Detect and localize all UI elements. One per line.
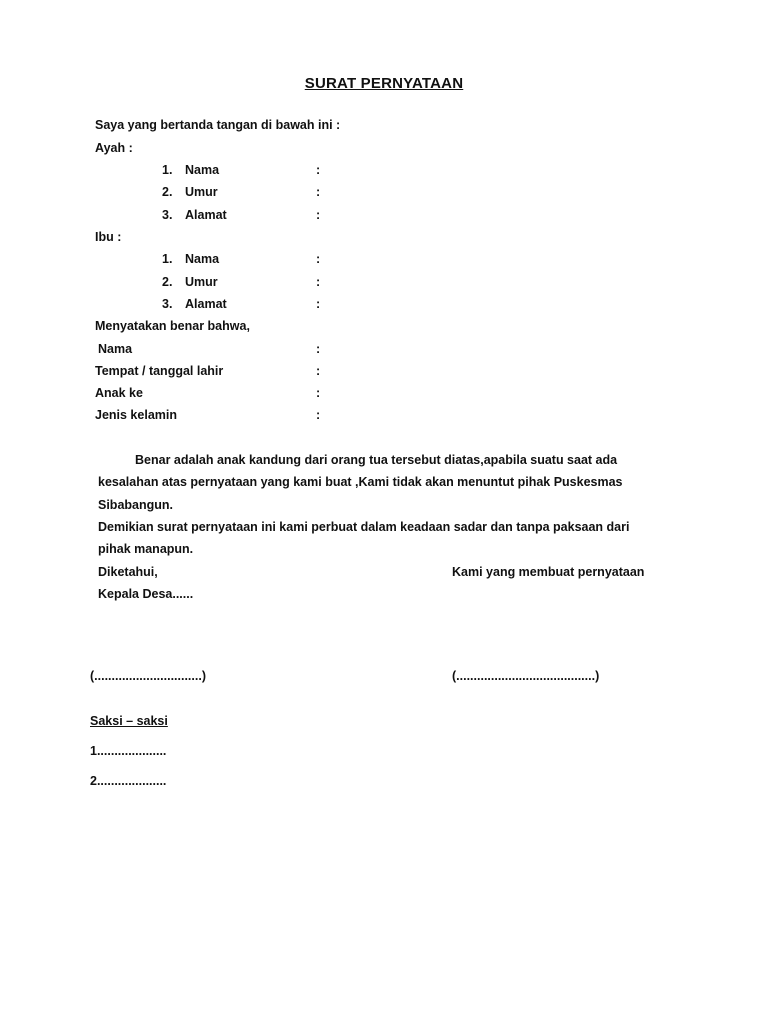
ibu-label-nama: Nama (185, 252, 220, 266)
child-colon-anak-ke: : (316, 386, 321, 400)
sign-right-label: Kami yang membuat pernyataan (452, 565, 645, 579)
child-label-ttl: Tempat / tanggal lahir (95, 364, 224, 378)
body-line-2: kesalahan atas pernyataan yang kami buat ,Kami tidak akan menuntut pihak Puskesmas (98, 475, 623, 489)
ayah-num-2: 2. (162, 185, 173, 199)
ibu-num-2: 2. (162, 275, 173, 289)
ayah-label-nama: Nama (185, 163, 220, 177)
sign-left-label: Diketahui, (98, 565, 158, 579)
ibu-colon-umur: : (316, 275, 321, 289)
ibu-label-alamat: Alamat (185, 297, 227, 311)
child-label-nama: Nama (98, 342, 133, 356)
statement-intro: Menyatakan benar bahwa, (95, 319, 250, 333)
child-label-anak-ke: Anak ke (95, 386, 143, 400)
ayah-label-alamat: Alamat (185, 208, 227, 222)
ayah-num-3: 3. (162, 208, 173, 222)
page-title: SURAT PERNYATAAN (304, 75, 464, 92)
child-colon-jenis-kelamin: : (316, 408, 321, 422)
ayah-label-umur: Umur (185, 185, 218, 199)
ayah-heading: Ayah : (95, 141, 133, 155)
ibu-colon-alamat: : (316, 297, 321, 311)
child-colon-nama: : (316, 342, 321, 356)
ibu-label-umur: Umur (185, 275, 218, 289)
sign-left-line: (...............................) (90, 669, 206, 683)
child-colon-ttl: : (316, 364, 321, 378)
witness-item-1: 1.................... (90, 744, 167, 758)
sign-right-line: (........................................) (452, 669, 600, 683)
ayah-colon-alamat: : (316, 208, 321, 222)
ibu-heading: Ibu : (95, 230, 122, 244)
ibu-colon-nama: : (316, 252, 321, 266)
intro-text: Saya yang bertanda tangan di bawah ini : (95, 118, 341, 132)
ayah-colon-nama: : (316, 163, 321, 177)
body-line-3: Sibabangun. (98, 498, 173, 512)
body-line-1: Benar adalah anak kandung dari orang tua tersebut diatas,apabila suatu saat ada (135, 453, 618, 467)
child-label-jenis-kelamin: Jenis kelamin (95, 408, 177, 422)
ibu-num-1: 1. (162, 252, 173, 266)
body-line-5: pihak manapun. (98, 542, 194, 556)
body-line-4: Demikian surat pernyataan ini kami perbuat dalam keadaan sadar dan tanpa paksaan dari (98, 520, 630, 534)
ayah-colon-umur: : (316, 185, 321, 199)
witness-item-2: 2.................... (90, 774, 167, 788)
ayah-num-1: 1. (162, 163, 173, 177)
witness-heading: Saksi – saksi (90, 714, 168, 728)
sign-left-role: Kepala Desa...... (98, 587, 194, 601)
ibu-num-3: 3. (162, 297, 173, 311)
